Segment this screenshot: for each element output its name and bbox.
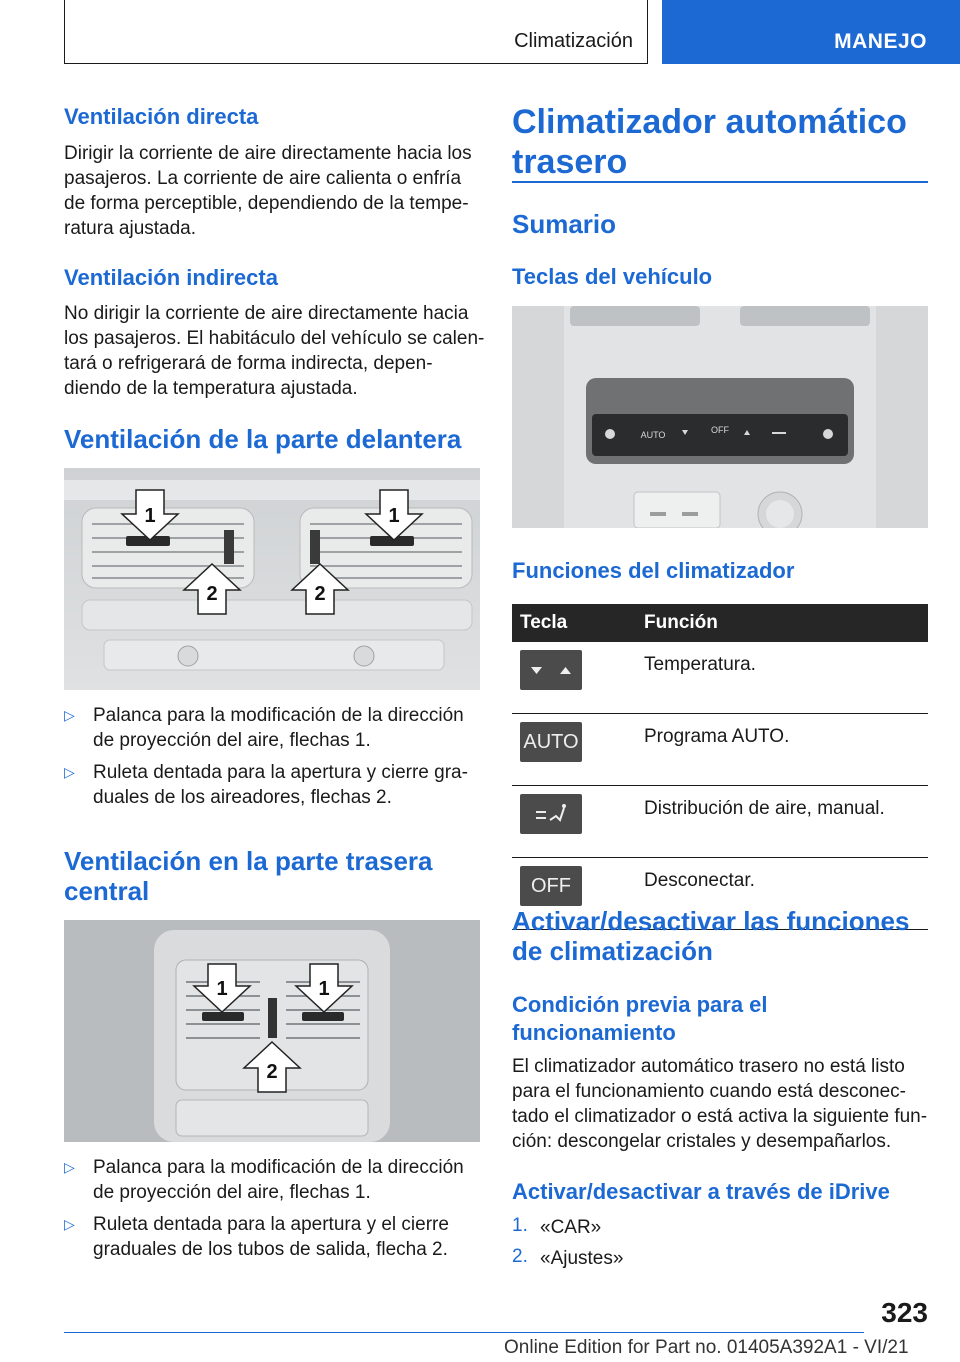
header-frame [64,0,648,64]
front-bullet-1: ▷ Palanca para la modificación de la dirección de proyección del aire, flechas 1. [64,705,464,751]
table-header-tecla: Tecla [512,604,634,642]
row-function: Temperatura. [634,642,928,714]
temperature-arrows-icon [520,650,582,690]
rear-vents-image [64,920,480,1142]
table-row [512,642,928,714]
footer-rule [64,1332,864,1333]
bullet-triangle-icon: ▷ [64,1216,75,1232]
bullet-triangle-icon: ▷ [64,707,75,723]
rear-callout-1-left: 1 [216,978,228,1000]
chapter-tab[interactable] [662,0,960,64]
table-row [512,786,928,858]
air-distribution-icon [520,794,582,834]
front-callout-1-right: 1 [388,505,400,527]
rear-control-panel-image [512,306,928,528]
table-header-funcion: Función [634,604,928,642]
section-title: Climatización [514,30,633,52]
heading-ventilacion-directa: Ventilación directa [64,104,259,129]
row-function: Programa AUTO. [634,714,928,786]
rear-bullet-2: ▷ Ruleta dentada para la apertura y el cierre graduales de los tubos de salida, flecha 2. [64,1214,449,1260]
heading-activar-idrive: Activar/desactivar a través de iDrive [512,1179,890,1204]
heading-activar-desactivar: Activar/desactivar las funciones de climatización [512,906,910,966]
paragraph-condicion: El climatizador automático trasero no está listo para el funcionamiento cuando está desconec- tado el climatizador o está activa la siguiente fun- ción: descongelar cristales y desempañarlos. [512,1056,928,1152]
heading-parte-trasera-central: Ventilación en la parte trasera central [64,846,433,906]
row-function: Desconectar. [634,858,928,930]
heading-funciones-climatizador: Funciones del climatizador [512,558,795,583]
off-key-icon: OFF [520,866,582,906]
footer-edition: Online Edition for Part no. 01405A392A1 - VI/21 [504,1337,909,1358]
bullet-triangle-icon: ▷ [64,1159,75,1175]
chapter-tab-label: MANEJO [834,30,927,53]
rear-bullet-1: ▷ Palanca para la modificación de la dirección de proyección del aire, flechas 1. [64,1157,464,1203]
rear-callout-1-right: 1 [318,978,330,1000]
step-number: 1. [512,1215,528,1236]
heading-climatizador-trasero: Climatizador automático trasero [512,103,907,181]
heading-sumario: Sumario [512,209,617,239]
row-function: Distribución de aire, manual. [634,786,928,858]
step-number: 2. [512,1246,528,1267]
step-text: «Ajustes» [540,1248,624,1269]
front-bullet-2: ▷ Ruleta dentada para la apertura y cierre gra- duales de los aireadores, flechas 2. [64,762,468,808]
heading-teclas-vehiculo: Teclas del vehículo [512,264,713,289]
rear-callout-2: 2 [266,1061,278,1083]
auto-key-icon: AUTO [520,722,582,762]
front-callout-2-left: 2 [206,583,218,605]
page-number: 323 [881,1297,928,1328]
panel-off-label: OFF [711,425,729,435]
step-text: «CAR» [540,1217,602,1238]
heading-rule [512,181,928,183]
panel-auto-label: AUTO [640,430,666,440]
heading-ventilacion-indirecta: Ventilación indirecta [64,265,278,290]
heading-parte-delantera: Ventilación de la parte delantera [64,424,462,454]
heading-condicion-previa: Condición previa para el funcionamiento [512,992,768,1045]
front-callout-2-right: 2 [314,583,326,605]
paragraph-directa: Dirigir la corriente de aire directamente hacia los pasajeros. La corriente de aire calienta o enfría de forma perceptible, dependiendo de la tempe- ratura ajustada. [64,143,472,239]
functions-table [512,604,928,930]
table-row [512,714,928,786]
front-callout-1-left: 1 [144,505,156,527]
bullet-triangle-icon: ▷ [64,764,75,780]
front-vents-image [64,468,480,690]
paragraph-indirecta: No dirigir la corriente de aire directamente hacia los pasajeros. El habitáculo del vehículo se calen- tará o refrigerará de forma indirecta, depen- diendo de la temperatura ajustada. [64,303,485,399]
